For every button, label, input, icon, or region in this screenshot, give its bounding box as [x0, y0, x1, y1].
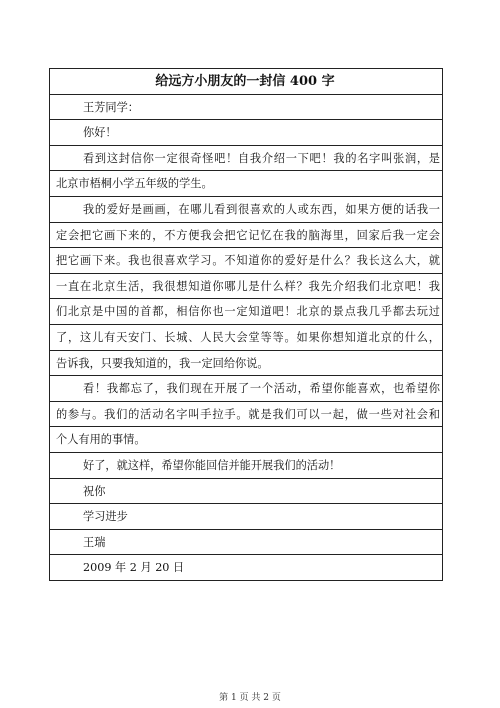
- paragraph-1-line-1: 看到这封信你一定很奇怪吧！自我介绍一下吧！我的名字叫张润，是: [50, 146, 442, 172]
- paragraph-2-line-4: 一直在北京生活，我很想知道你哪儿是什么样？我先介绍我们北京吧！我: [50, 274, 442, 300]
- paragraph-2-line-5: 们北京是中国的首都，相信你也一定知道吧！北京的景点我几乎都去玩过: [50, 299, 442, 325]
- paragraph-3-line-1: 看！我都忘了，我们现在开展了一个活动，希望你能喜欢，也希望你: [50, 376, 442, 402]
- date: 2009 年 2 月 20 日: [50, 555, 442, 581]
- letter-title: 给远方小朋友的一封信 400 字: [50, 69, 442, 95]
- signature: 王瑞: [50, 530, 442, 556]
- paragraph-2-line-3: 把它画下来。我也很喜欢学习。不知道你的爱好是什么？我长这么大，就: [50, 248, 442, 274]
- letter-table: [49, 68, 443, 581]
- paragraph-2-line-2: 定会把它画下来的，不方便我会把它记忆在我的脑海里，回家后我一定会: [50, 223, 442, 249]
- wish: 学习进步: [50, 504, 442, 530]
- paragraph-3-line-3: 个人有用的事情。: [50, 427, 442, 453]
- paragraph-2-line-1: 我的爱好是画画，在哪儿看到很喜欢的人或东西，如果方便的话我一: [50, 197, 442, 223]
- salutation: 王芳同学：: [50, 95, 442, 121]
- paragraph-2-line-6: 了，这儿有天安门、长城、人民大会堂等等。如果你想知道北京的什么，: [50, 325, 442, 351]
- greeting: 你好！: [50, 120, 442, 146]
- paragraph-1-line-2: 北京市梧桐小学五年级的学生。: [50, 171, 442, 197]
- page-footer: 第 1 页 共 2 页: [219, 693, 281, 703]
- closing: 祝你: [50, 479, 442, 505]
- paragraph-3-line-2: 的参与。我们的活动名字叫手拉手。就是我们可以一起，做一些对社会和: [50, 402, 442, 428]
- paragraph-4-line-1: 好了，就这样，希望你能回信并能开展我们的活动！: [50, 453, 442, 479]
- paragraph-2-line-7: 告诉我，只要我知道的，我一定回给你说。: [50, 351, 442, 377]
